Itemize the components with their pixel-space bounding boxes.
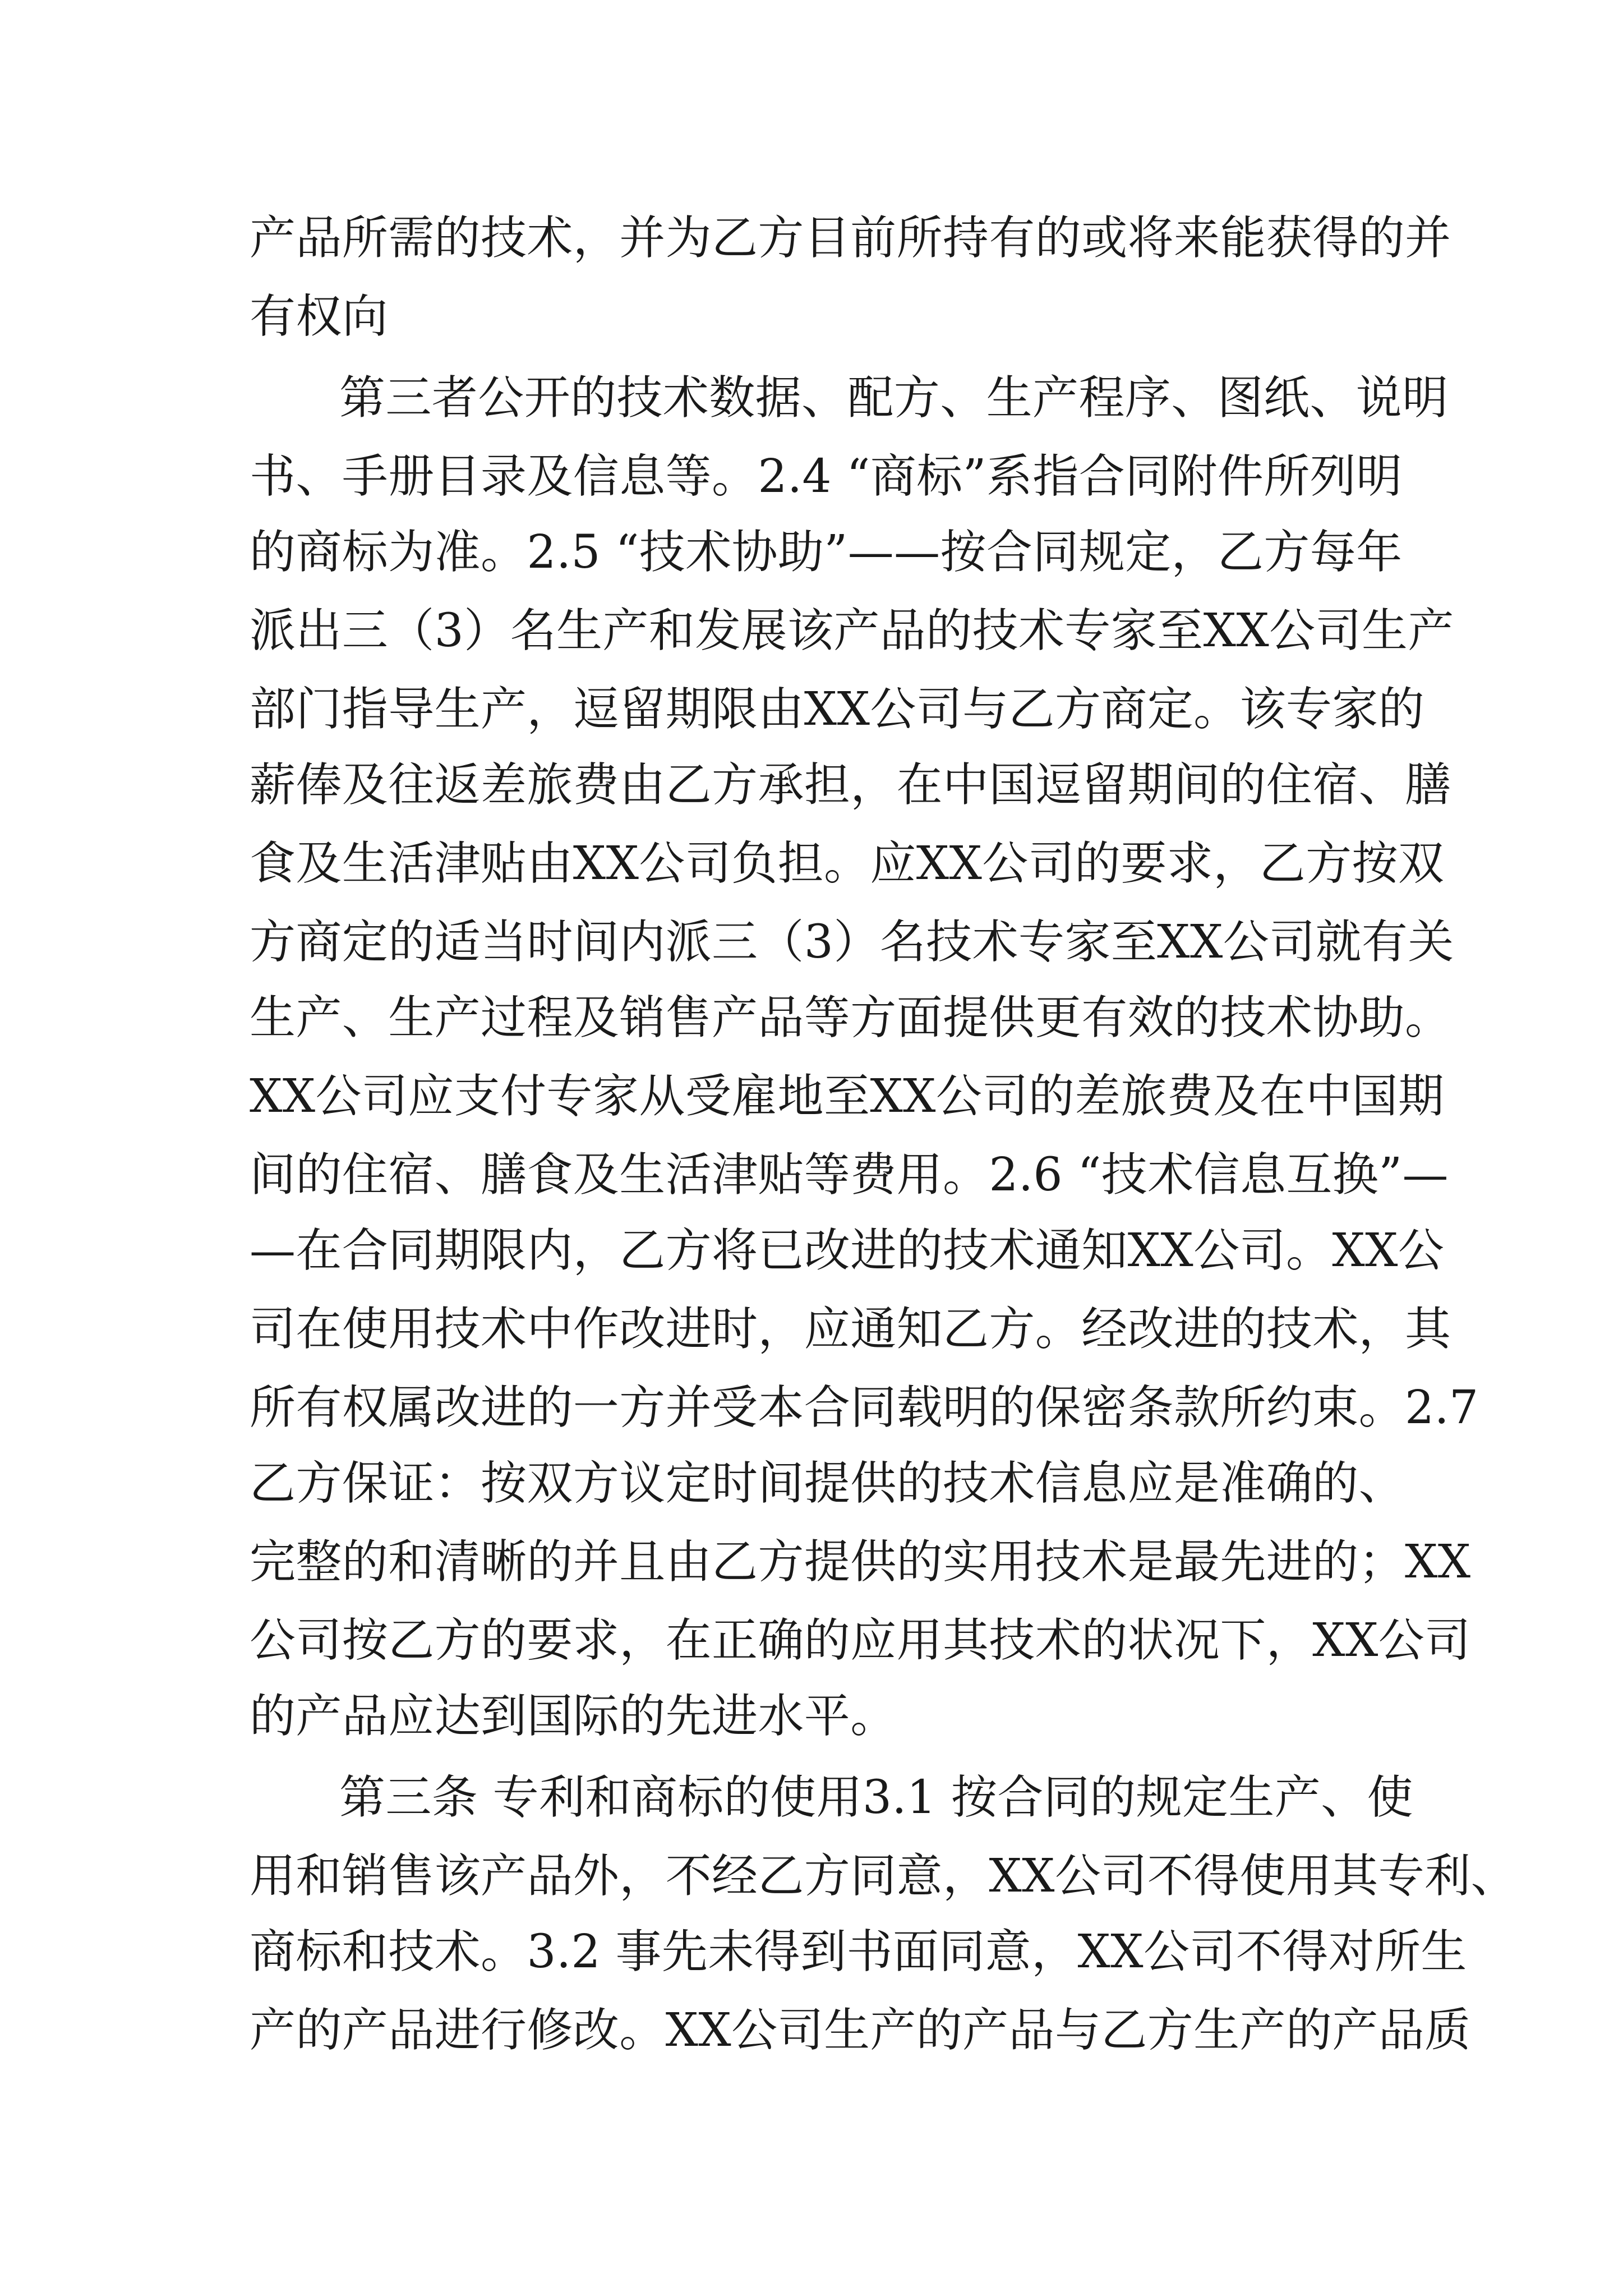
text-line: 公司按乙方的要求，在正确的应用其技术的状况下，XX公司 bbox=[250, 1614, 1471, 1667]
text-line: 部门指导生产，逗留期限由XX公司与乙方商定。该专家的 bbox=[250, 683, 1425, 736]
text-line: 完整的和清晰的并且由乙方提供的实用技术是最先进的；XX bbox=[250, 1535, 1471, 1589]
text-line: 书、手册目录及信息等。2.4 “商标”系指合同附件所列明 bbox=[250, 450, 1403, 503]
text-line: 薪俸及往返差旅费由乙方承担，在中国逗留期间的住宿、膳 bbox=[250, 758, 1451, 812]
text-line: 生产、生产过程及销售产品等方面提供更有效的技术协助。 bbox=[250, 991, 1451, 1045]
text-line: XX公司应支付专家从受雇地至XX公司的差旅费及在中国期 bbox=[250, 1070, 1445, 1123]
text-line: 产的产品进行修改。XX公司生产的产品与乙方生产的产品质 bbox=[250, 2004, 1471, 2057]
text-line: 食及生活津贴由XX公司负担。应XX公司的要求，乙方按双 bbox=[250, 837, 1445, 890]
text-line: 方商定的适当时间内派三（3）名技术专家至XX公司就有关 bbox=[250, 915, 1454, 969]
text-line: 用和销售该产品外，不经乙方同意，XX公司不得使用其专利、 bbox=[250, 1849, 1517, 1903]
paragraph-start-line: 第三条 专利和商标的使用3.1 按合同的规定生产、使 bbox=[339, 1771, 1413, 1824]
text-line: 的产品应达到国际的先进水平。 bbox=[250, 1690, 897, 1743]
text-line: 有权向 bbox=[250, 290, 389, 343]
paragraph-start-line: 第三者公开的技术数据、配方、生产程序、图纸、说明 bbox=[339, 371, 1449, 425]
text-line: 间的住宿、膳食及生活津贴等费用。2.6 “技术信息互换”— bbox=[250, 1148, 1449, 1202]
text-line: 产品所需的技术，并为乙方目前所持有的或将来能获得的并 bbox=[250, 211, 1451, 265]
text-line: 派出三（3）名生产和发展该产品的技术专家至XX公司生产 bbox=[250, 604, 1454, 657]
text-line: 商标和技术。3.2 事先未得到书面同意，XX公司不得对所生 bbox=[250, 1925, 1467, 1978]
text-line: 乙方保证：按双方议定时间提供的技术信息应是准确的、 bbox=[250, 1457, 1405, 1510]
text-line: 的商标为准。2.5 “技术协助”——按合同规定，乙方每年 bbox=[250, 526, 1403, 579]
text-line: 司在使用技术中作改进时，应通知乙方。经改进的技术，其 bbox=[250, 1303, 1451, 1356]
text-line: 所有权属改进的一方并受本合同载明的保密条款所约束。2.7 bbox=[250, 1381, 1479, 1434]
text-line: —在合同期限内，乙方将已改进的技术通知XX公司。XX公 bbox=[250, 1224, 1445, 1277]
